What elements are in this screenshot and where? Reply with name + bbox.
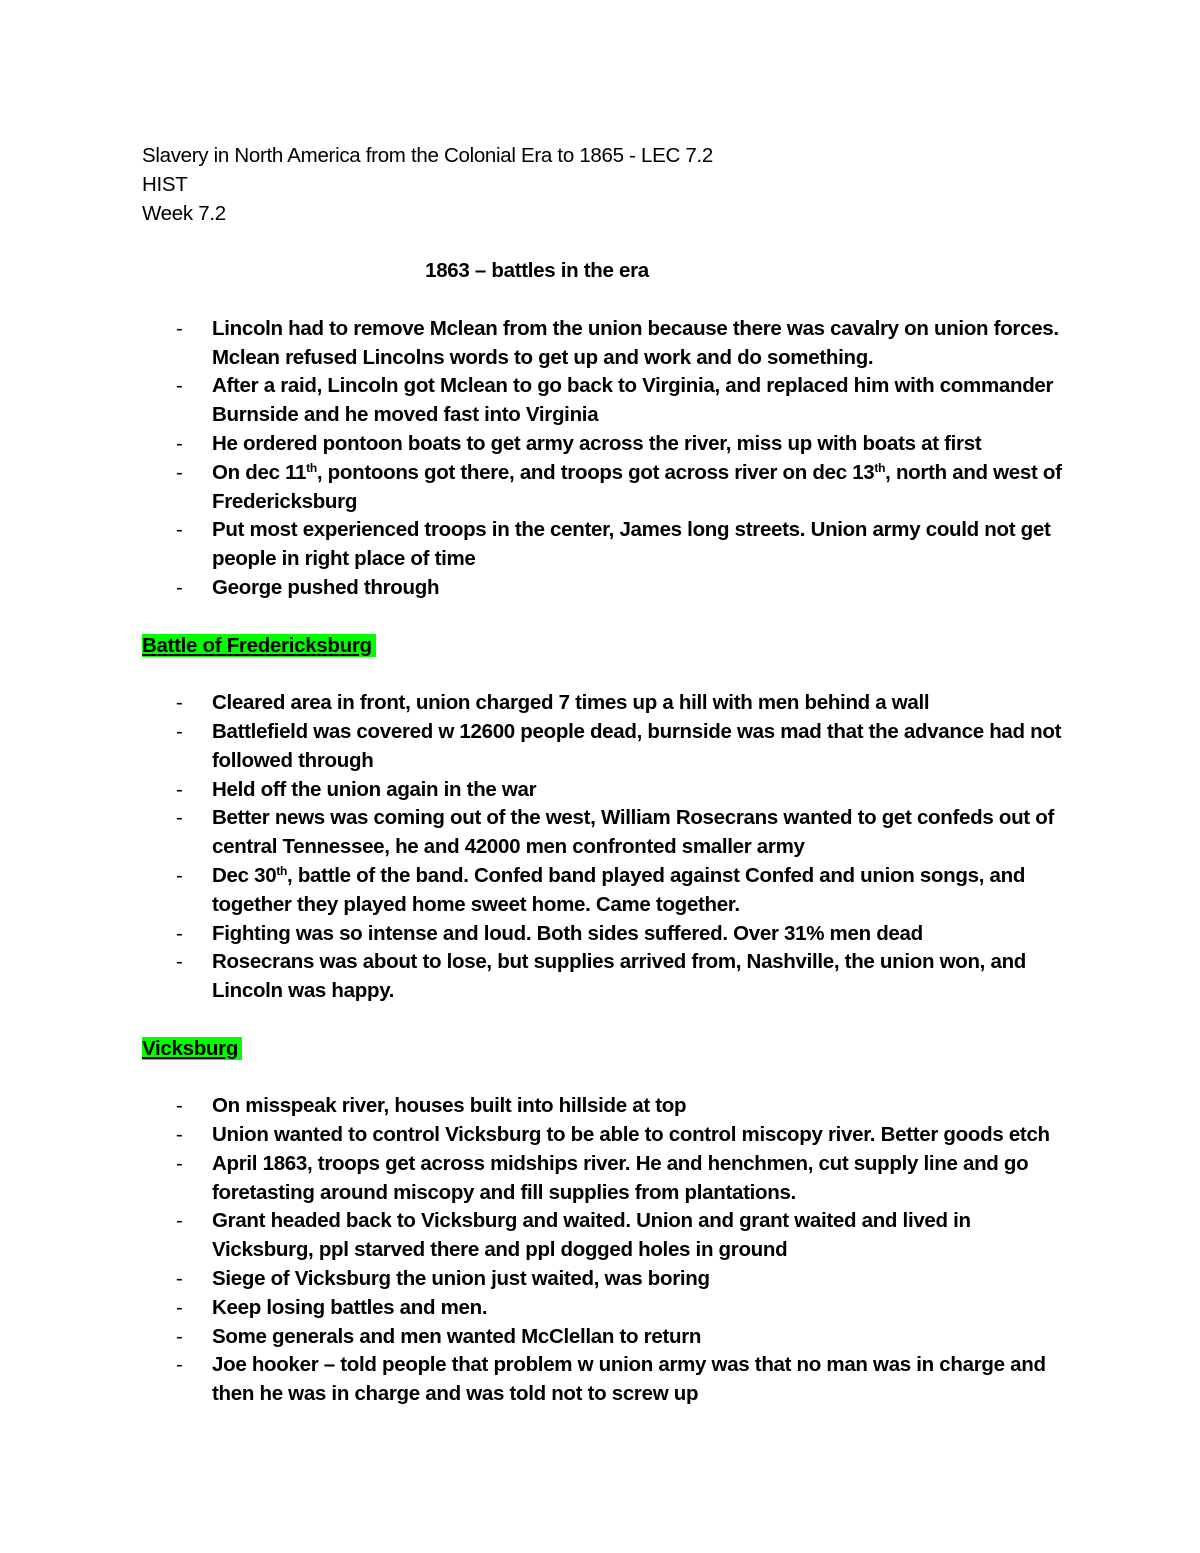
document-body xyxy=(142,142,1062,1409)
list-item xyxy=(142,920,1062,949)
list-item-text: On dec 11 xyxy=(212,460,307,484)
dash-bullet: - xyxy=(176,691,183,715)
list-item-text: Joe hooker – told people that problem w union army was that no man was in charge and then he was in charge and was told not to screw up xyxy=(212,1353,1046,1406)
bullet-list-1863 xyxy=(142,315,1062,603)
ordinal-suffix: th xyxy=(306,460,317,475)
dash-bullet: - xyxy=(176,950,183,974)
dash-bullet: - xyxy=(176,460,183,484)
week-label: Week 7.2 xyxy=(142,201,226,225)
dash-bullet: - xyxy=(176,316,183,340)
dash-bullet: - xyxy=(176,863,183,887)
list-item xyxy=(142,689,1062,718)
list-item xyxy=(142,1150,1062,1208)
list-item-text: Keep losing battles and men. xyxy=(212,1295,488,1319)
list-item xyxy=(142,430,1062,459)
dash-bullet: - xyxy=(176,806,183,830)
list-item xyxy=(142,804,1062,862)
spacer xyxy=(142,603,1062,632)
list-item-text: , north and west of Fredericksburg xyxy=(212,460,1062,513)
list-item-text: Union wanted to control Vicksburg to be able to control miscopy river. Better goods etch xyxy=(212,1123,1050,1147)
list-item-text: George pushed through xyxy=(212,575,440,599)
dash-bullet: - xyxy=(176,374,183,398)
list-item-text: Fighting was so intense and loud. Both sides suffered. Over 31% men dead xyxy=(212,921,923,945)
spacer xyxy=(142,1006,1062,1035)
list-item xyxy=(142,1294,1062,1323)
list-item-text: He ordered pontoon boats to get army across the river, miss up with boats at first xyxy=(212,431,982,455)
spacer xyxy=(142,660,1062,689)
list-item-text: , pontoons got there, and troops got across river on dec 13 xyxy=(316,460,875,484)
bullet-list-vicksburg xyxy=(142,1092,1062,1409)
list-item xyxy=(142,1207,1062,1265)
list-item xyxy=(142,1323,1062,1352)
list-item xyxy=(142,1121,1062,1150)
dash-bullet: - xyxy=(176,921,183,945)
list-item-text: On misspeak river, houses built into hillside at top xyxy=(212,1094,687,1118)
list-item-text: Put most experienced troops in the center, James long streets. Union army could not get people in right place of time xyxy=(212,518,1051,571)
ordinal-suffix: th xyxy=(276,863,288,878)
course-code: HIST xyxy=(142,172,188,196)
highlighted-heading-text: Battle of Fredericksburg xyxy=(142,634,376,657)
list-item xyxy=(142,574,1062,603)
highlighted-heading-text: Vicksburg xyxy=(142,1037,242,1060)
dash-bullet: - xyxy=(176,431,183,455)
list-item xyxy=(142,516,1062,574)
list-item xyxy=(142,718,1062,776)
list-item-text: Some generals and men wanted McClellan to return xyxy=(212,1324,702,1348)
list-item xyxy=(142,776,1062,805)
dash-bullet: - xyxy=(176,1295,183,1319)
dash-bullet: - xyxy=(176,1353,183,1377)
list-item xyxy=(142,1092,1062,1121)
list-item-text: Rosecrans was about to lose, but supplies arrived from, Nashville, the union won, and Lincoln was happy. xyxy=(212,950,1027,1003)
dash-bullet: - xyxy=(176,1209,183,1233)
list-item xyxy=(142,948,1062,1006)
list-item-text: Battlefield was covered w 12600 people dead, burnside was mad that the advance had not followed through xyxy=(212,719,1062,772)
dash-bullet: - xyxy=(176,1267,183,1291)
list-item-text: Lincoln had to remove Mclean from the union because there was cavalry on union forces. Mclean refused Lincolns words to get up and work and do something. xyxy=(212,316,1059,369)
section-heading-fredericksburg xyxy=(142,632,1062,661)
dash-bullet: - xyxy=(176,777,183,801)
list-item xyxy=(142,862,1062,920)
list-item-text: Dec 30 xyxy=(212,863,277,887)
dash-bullet: - xyxy=(176,1123,183,1147)
dash-bullet: - xyxy=(176,575,183,599)
dash-bullet: - xyxy=(176,719,183,743)
list-item-text: Siege of Vicksburg the union just waited, was boring xyxy=(212,1267,710,1291)
list-item-text: April 1863, troops get across midships river. He and henchmen, cut supply line and go foretasting around miscopy and fill supplies from plantations. xyxy=(212,1151,1029,1204)
list-item xyxy=(142,1351,1062,1409)
list-item xyxy=(142,315,1062,373)
ordinal-suffix: th xyxy=(874,460,886,475)
list-item xyxy=(142,1265,1062,1294)
section-heading-vicksburg xyxy=(142,1035,1062,1064)
spacer xyxy=(142,1064,1062,1093)
dash-bullet: - xyxy=(176,1094,183,1118)
list-item xyxy=(142,459,1062,517)
dash-bullet: - xyxy=(176,1151,183,1175)
bullet-list-fredericksburg xyxy=(142,689,1062,1006)
list-item-text: Cleared area in front, union charged 7 times up a hill with men behind a wall xyxy=(212,691,930,715)
spacer xyxy=(142,228,1062,257)
spacer xyxy=(142,286,1062,315)
list-item-text: Grant headed back to Vicksburg and waited. Union and grant waited and lived in Vicksburg, ppl starved there and ppl dogged holes in ground xyxy=(212,1209,971,1262)
document-title: Slavery in North America from the Colonial Era to 1865 - LEC 7.2 xyxy=(142,144,714,167)
list-item xyxy=(142,372,1062,430)
dash-bullet: - xyxy=(176,1324,183,1348)
list-item-text: Better news was coming out of the west, William Rosecrans wanted to get confeds out of central Tennessee, he and 42000 men confronted smaller army xyxy=(212,806,1054,859)
section-heading-1863: 1863 – battles in the era xyxy=(425,259,649,283)
list-item-text: After a raid, Lincoln got Mclean to go back to Virginia, and replaced him with commander Burnside and he moved fast into Virginia xyxy=(212,374,1054,427)
dash-bullet: - xyxy=(176,518,183,542)
list-item-text: , battle of the band. Confed band played against Confed and union songs, and together they played home sweet home. Came together. xyxy=(212,863,1026,916)
list-item-text: Held off the union again in the war xyxy=(212,777,537,801)
